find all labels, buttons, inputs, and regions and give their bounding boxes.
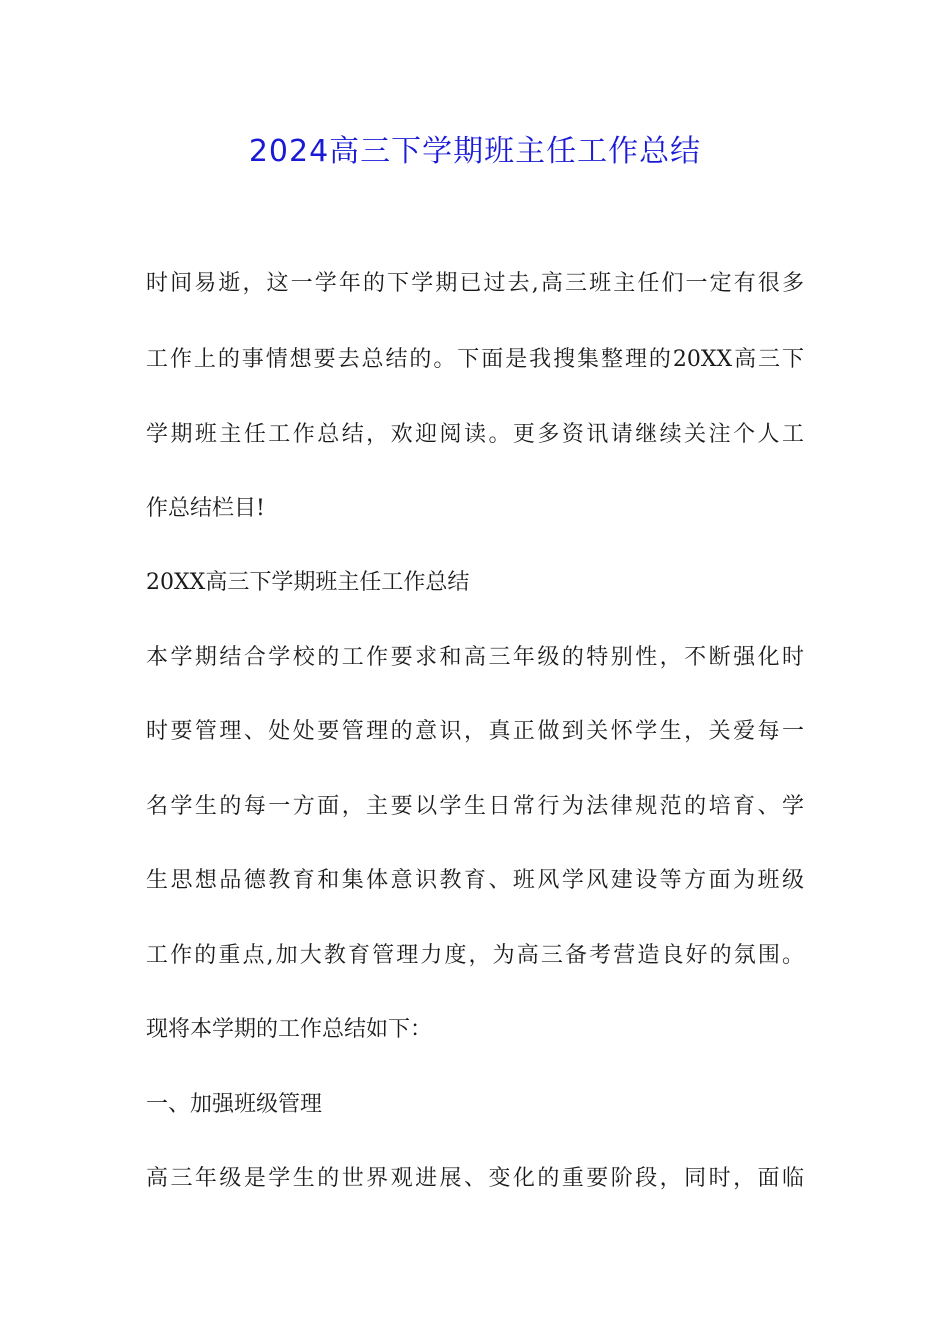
document-title: 2024高三下学期班主任工作总结 — [248, 134, 702, 169]
paragraph-line-1: 时间易逝，这一学年的下学期已过去,高三班主任们一定有很多 — [146, 271, 804, 296]
paragraph-line-6: 本学期结合学校的工作要求和高三年级的特别性，不断强化时 — [146, 645, 804, 670]
paragraph-line-7: 时要管理、处处要管理的意识，真正做到关怀学生，关爱每一 — [146, 719, 804, 744]
section-heading: 20XX高三下学期班主任工作总结 — [146, 570, 470, 595]
paragraph-line-3: 学期班主任工作总结，欢迎阅读。更多资讯请继续关注个人工 — [146, 422, 804, 447]
paragraph-line-2: 工作上的事情想要去总结的。下面是我搜集整理的20XX高三下 — [146, 347, 804, 372]
paragraph-line-13: 高三年级是学生的世界观进展、变化的重要阶段，同时，面临 — [146, 1166, 804, 1191]
subsection-heading: 一、加强班级管理 — [146, 1092, 323, 1117]
paragraph-line-8: 名学生的每一方面，主要以学生日常行为法律规范的培育、学 — [146, 794, 804, 819]
paragraph-line-10: 工作的重点,加大教育管理力度，为高三备考营造良好的氛围。 — [146, 943, 804, 968]
paragraph-line-11: 现将本学期的工作总结如下： — [146, 1017, 433, 1042]
paragraph-line-4: 作总结栏目! — [146, 496, 265, 521]
paragraph-line-9: 生思想品德教育和集体意识教育、班风学风建设等方面为班级 — [146, 868, 804, 893]
